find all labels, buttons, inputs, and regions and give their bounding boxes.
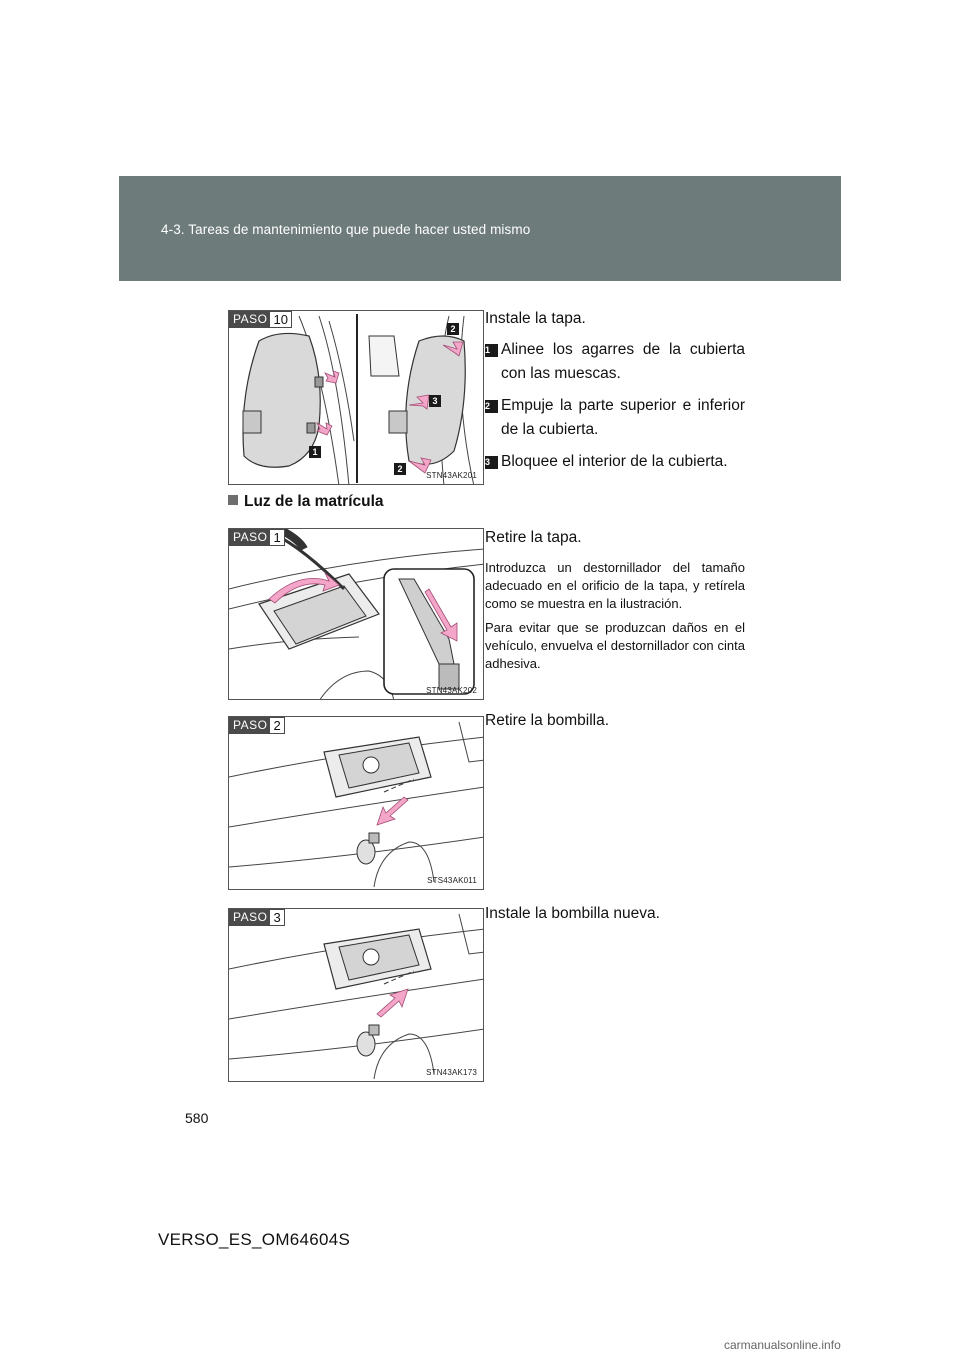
step-number: 2 [270, 717, 284, 734]
step-instruction: Retire la tapa. [485, 529, 582, 546]
section-heading-text: Luz de la matrícula [244, 493, 384, 510]
step-instruction: Retire la bombilla. [485, 712, 610, 729]
figure-code: STS43AK011 [427, 876, 477, 885]
figure-step-10 [228, 310, 484, 485]
screwdriver-illustration [229, 529, 484, 700]
marker-2: 2 [485, 400, 498, 413]
section-title: 4-3. Tareas de mantenimiento que puede hacer usted mismo [161, 222, 531, 237]
step-badge [229, 909, 285, 926]
step-label: PASO [229, 909, 270, 926]
step-number: 10 [270, 311, 291, 328]
cover-install-illustration [229, 311, 484, 485]
sub-item-3 [485, 450, 745, 474]
step-badge [229, 311, 292, 328]
step-3-text-block [485, 903, 745, 925]
figure-code: STN43AK202 [426, 686, 477, 695]
step-1-text-block [485, 527, 745, 673]
callout-3: 3 [429, 395, 441, 407]
note-2: Para evitar que se produzcan daños en el vehículo, envuelva el destornillador con cinta adhesiva. [485, 620, 745, 671]
step-badge [229, 529, 285, 546]
sub-item-text: Bloquee el interior de la cubierta. [501, 453, 728, 470]
step-number: 3 [270, 909, 284, 926]
figure-step-2 [228, 716, 484, 890]
marker-3: 3 [485, 456, 498, 469]
step-instruction: Instale la bombilla nueva. [485, 905, 660, 922]
square-bullet-icon [228, 495, 238, 505]
bulb-removal-illustration [229, 717, 484, 890]
marker-1: 1 [485, 344, 498, 357]
sub-item-text: Alinee los agarres de la cubierta con las muescas. [501, 341, 745, 382]
figure-step-1 [228, 528, 484, 700]
watermark: carmanualsonline.info [724, 1338, 841, 1352]
sub-item-text: Empuje la parte superior e inferior de la cubierta. [501, 397, 745, 438]
step-label: PASO [229, 311, 270, 328]
sub-item-2 [485, 394, 745, 442]
bulb-install-illustration [229, 909, 484, 1082]
callout-1: 1 [309, 446, 321, 458]
figure-code: STN43AK173 [426, 1068, 477, 1077]
step-instruction: Instale la tapa. [485, 310, 586, 327]
figure-code: STN43AK201 [426, 471, 477, 480]
figure-step-3 [228, 908, 484, 1082]
step-label: PASO [229, 529, 270, 546]
page-number: 580 [185, 1110, 209, 1126]
step-2-text-block [485, 710, 745, 732]
step-10-text-block [485, 308, 745, 474]
callout-2-bottom: 2 [394, 463, 406, 475]
step-label: PASO [229, 717, 270, 734]
callout-2-top: 2 [447, 323, 459, 335]
sub-item-1 [485, 338, 745, 386]
step-number: 1 [270, 529, 284, 546]
step-badge [229, 717, 285, 734]
chapter-header [119, 176, 841, 281]
note-1: Introduzca un destornillador del tamaño adecuado en el orificio de la tapa, y retírela como se muestra en la ilustración. [485, 560, 745, 611]
section-heading [228, 493, 384, 511]
document-footer-code: VERSO_ES_OM64604S [158, 1230, 351, 1249]
